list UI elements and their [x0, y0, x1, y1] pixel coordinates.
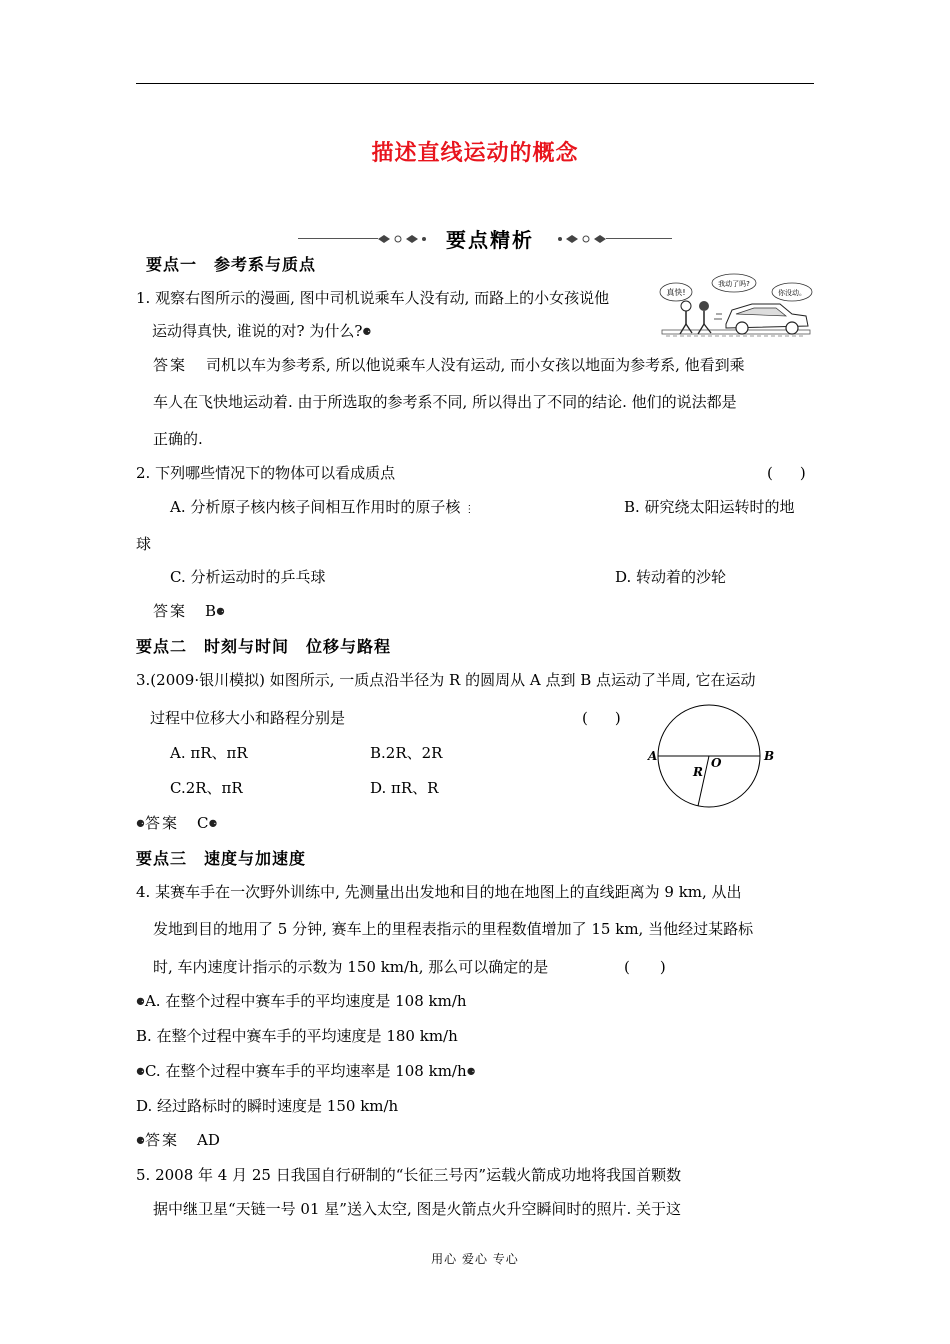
bubble-right: 你没动。	[778, 289, 806, 297]
q4-option-b: B. 在整个过程中赛车手的平均速度是 180 km/h	[136, 1027, 458, 1045]
q4-line2: 发地到目的地用了 5 分钟, 赛车上的里程表指示的里程数值增加了 15 km, 当他经过某路标	[153, 920, 754, 938]
ornament-line-right	[606, 238, 672, 239]
q3-option-d: D. πR、R	[370, 779, 439, 797]
q4-paren: ( )	[624, 958, 666, 976]
car-glyph-icon: ⚈	[216, 606, 226, 618]
car-glyph-icon: ⚈	[136, 996, 145, 1008]
q4-option-a: ⚈A. 在整个过程中赛车手的平均速度是 108 km/h	[136, 992, 467, 1010]
q4-answer: ⚈答案 AD	[136, 1131, 220, 1149]
q5-line1: 5. 2008 年 4 月 25 日我国自行研制的“长征三号丙”运载火箭成功地将我国首颗数	[136, 1166, 682, 1184]
q4-option-c: ⚈C. 在整个过程中赛车手的平均速率是 108 km/h⚈	[136, 1062, 476, 1080]
page-footer: 用心 爱心 专心	[431, 1252, 519, 1266]
ornament-line-left	[298, 238, 378, 239]
car-glyph-icon: ⚈	[136, 1066, 145, 1078]
q2-option-a: A. 分析原子核内核子间相互作用时的原子核 ⋮	[170, 498, 475, 516]
q2-option-b: B. 研究绕太阳运转时的地	[624, 498, 795, 516]
point-b-label: B	[764, 749, 775, 763]
header-rule	[136, 83, 814, 84]
key-point-2-heading: 要点二 时刻与时间 位移与路程	[136, 637, 392, 656]
car-glyph-icon: ⚈	[136, 818, 145, 830]
ornament-left-icon	[376, 232, 428, 246]
q2-stem: 2. 下列哪些情况下的物体可以看成质点	[136, 464, 396, 482]
point-a-label: A	[648, 749, 658, 763]
bubble-mid: 我动了吗?	[718, 280, 750, 288]
q1-answer-line1: 司机以车为参考系, 所以他说乘车人没有运动, 而小女孩以地面为参考系, 他看到乘	[206, 356, 745, 374]
q2-answer: 答案 B⚈	[153, 602, 226, 620]
q2-option-c: C. 分析运动时的乒乓球	[170, 568, 326, 586]
q2-option-b-cont: 球	[136, 535, 152, 553]
car-glyph-icon: ⚈	[362, 326, 372, 338]
bubble-left: 真快!	[666, 288, 686, 297]
page-title: 描述直线运动的概念	[371, 141, 579, 166]
q1-line2: 运动得真快, 谁说的对? 为什么?⚈	[152, 322, 372, 340]
q4-option-d: D. 经过路标时的瞬时速度是 150 km/h	[136, 1097, 399, 1115]
radius-r-label: R	[693, 765, 703, 779]
q3-option-c: C.2R、πR	[170, 779, 243, 797]
ornament-right-icon	[556, 232, 608, 246]
q3-line2: 过程中位移大小和路程分别是	[150, 709, 346, 727]
center-o-label: O	[711, 756, 722, 770]
q1-answer-line3: 正确的.	[153, 430, 203, 448]
key-point-3-heading: 要点三 速度与加速度	[136, 849, 307, 868]
q3-option-b: B.2R、2R	[370, 744, 443, 762]
q1-answer-label: 答案	[153, 356, 188, 374]
q3-option-a: A. πR、πR	[170, 744, 248, 762]
car-glyph-icon: ⚈	[136, 1135, 145, 1147]
car-glyph-icon: ⚈	[466, 1066, 476, 1078]
q2-option-d: D. 转动着的沙轮	[615, 568, 727, 586]
q3-line1: 3.(2009·银川模拟) 如图所示, 一质点沿半径为 R 的圆周从 A 点到 B 点运动了半周, 它在运动	[136, 671, 756, 689]
q3-answer: ⚈答案 C⚈	[136, 814, 218, 832]
q4-line3: 时, 车内速度计指示的示数为 150 km/h, 那么可以确定的是	[153, 958, 549, 976]
q2-paren: ( )	[767, 464, 812, 482]
q1-answer-line2: 车人在飞快地运动着. 由于所选取的参考系不同, 所以得出了不同的结论. 他们的说法都是	[153, 393, 737, 411]
q4-line1: 4. 某赛车手在一次野外训练中, 先测量出出发地和目的地在地图上的直线距离为 9 km, 从出	[136, 883, 742, 901]
q5-line2: 据中继卫星“天链一号 01 星”送入太空, 图是火箭点火升空瞬间时的照片. 关于这	[153, 1200, 682, 1218]
section-heading: 要点精析	[446, 228, 534, 252]
circle-diagram	[640, 700, 780, 812]
cartoon-figure	[656, 272, 816, 350]
q1-line1: 1. 观察右图所示的漫画, 图中司机说乘车人没有动, 而路上的小女孩说他	[136, 289, 610, 307]
key-point-1-heading: 要点一 参考系与质点	[146, 255, 317, 274]
car-glyph-icon: ⚈	[208, 818, 218, 830]
q3-paren: ( )	[582, 709, 627, 727]
